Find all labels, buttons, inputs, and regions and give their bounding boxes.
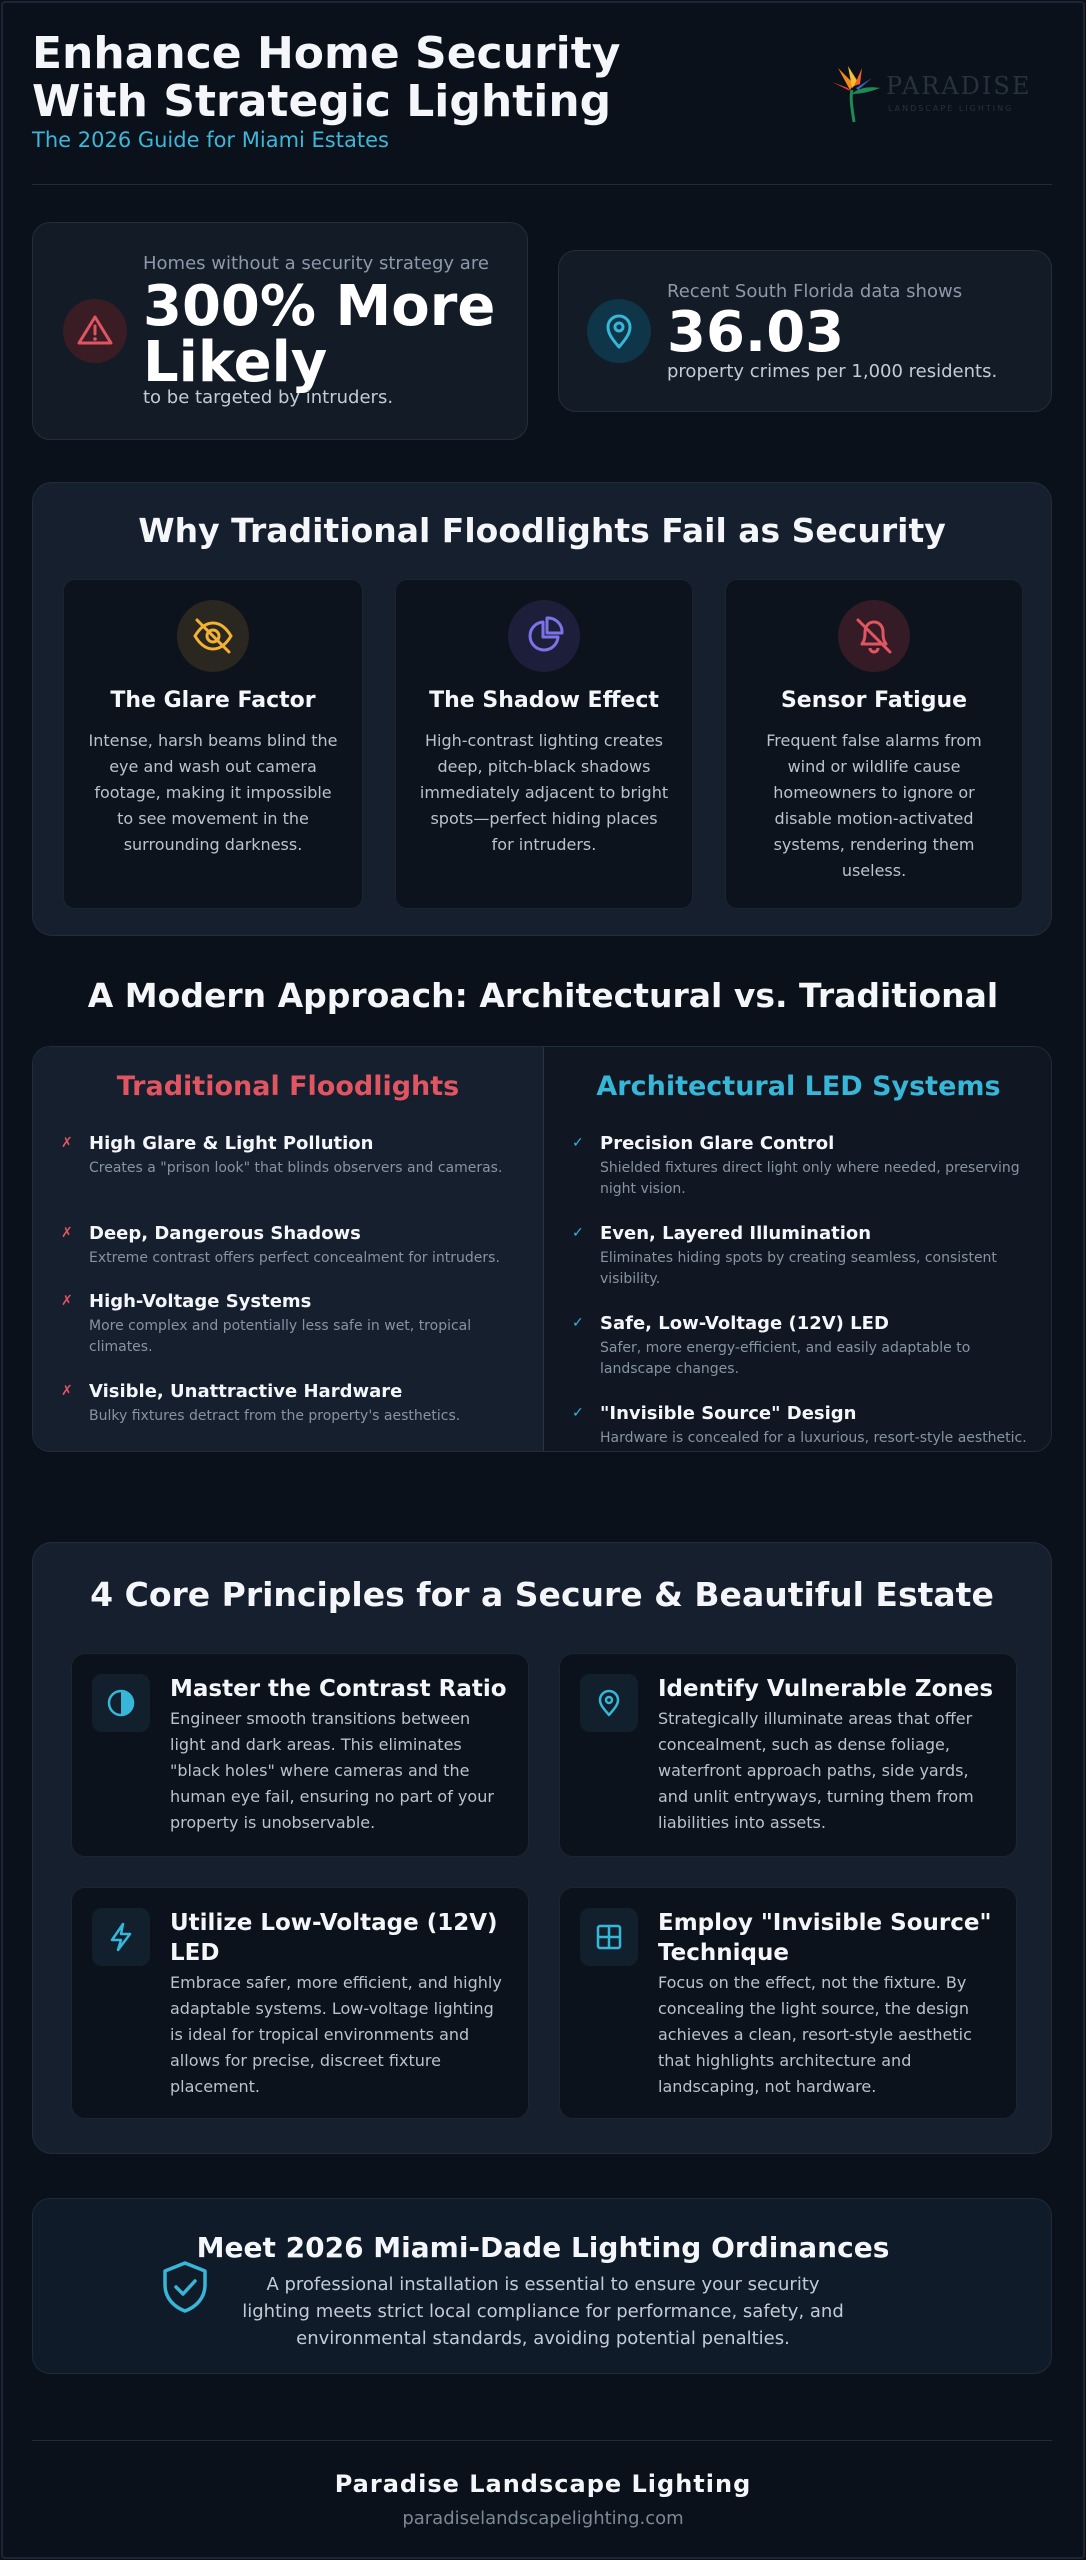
list-item-title: Precision Glare Control bbox=[600, 1133, 835, 1154]
fail-card-text: High-contrast lighting creates deep, pitch-black shadows immediately adjacent to bright spots—perfect hiding places for intruders. bbox=[419, 731, 669, 854]
ordinance-text: A professional installation is essential to ensure your security lighting meets strict local compliance for performance, safety, and environmental standards, avoiding potential penalties. bbox=[242, 2274, 844, 2349]
principle-icon-badge bbox=[580, 1674, 638, 1732]
fail-icon-badge bbox=[508, 600, 580, 672]
shield-check-icon bbox=[155, 2257, 215, 2317]
principle-card bbox=[71, 1653, 529, 1857]
stat-value: 36.03 bbox=[667, 300, 845, 365]
list-item-title: High Glare & Light Pollution bbox=[89, 1133, 374, 1154]
grid-layout-icon bbox=[580, 1908, 638, 1966]
principle-card bbox=[71, 1887, 529, 2119]
list-item bbox=[61, 1133, 523, 1179]
fail-card-text: Intense, harsh beams blind the eye and wash out camera footage, making it impossible to see movement in the surrounding darkness. bbox=[88, 731, 338, 854]
principle-icon-badge bbox=[580, 1908, 638, 1966]
comparison-title: A Modern Approach: Architectural vs. Traditional bbox=[87, 976, 999, 1015]
header-divider bbox=[32, 184, 1052, 185]
list-item-title: High-Voltage Systems bbox=[89, 1291, 312, 1312]
principle-icon-badge bbox=[92, 1674, 150, 1732]
bell-off-icon bbox=[838, 600, 910, 672]
list-item-desc: More complex and potentially less safe in wet, tropical climates. bbox=[89, 1318, 472, 1355]
check-icon: ✓ bbox=[572, 1135, 584, 1151]
location-pin-icon bbox=[580, 1674, 638, 1732]
principle-text: Strategically illuminate areas that offer concealment, such as dense foliage, waterfront approach paths, side yards, and unlit entryways, turning them from liabilities into assets. bbox=[658, 1709, 974, 1832]
list-item bbox=[572, 1313, 1033, 1380]
lightning-bolt-icon bbox=[92, 1908, 150, 1966]
list-item-desc: Hardware is concealed for a luxurious, resort-style aesthetic. bbox=[600, 1430, 1027, 1446]
list-item-title: Deep, Dangerous Shadows bbox=[89, 1223, 361, 1244]
list-item-desc: Extreme contrast offers perfect concealment for intruders. bbox=[89, 1250, 500, 1266]
fail-card-text: Frequent false alarms from wind or wildlife cause homeowners to ignore or disable motion-activated systems, rendering them useless. bbox=[766, 731, 982, 880]
list-item bbox=[61, 1381, 523, 1427]
principle-title: Utilize Low-Voltage (12V) LED bbox=[170, 1910, 498, 1966]
list-item-desc: Shielded fixtures direct light only where needed, preserving night vision. bbox=[600, 1160, 1020, 1197]
cross-icon: ✗ bbox=[61, 1135, 73, 1151]
footer-divider bbox=[32, 2440, 1052, 2441]
check-icon: ✓ bbox=[572, 1405, 584, 1421]
bird-of-paradise-icon bbox=[828, 64, 882, 124]
stat-icon-badge bbox=[63, 299, 127, 363]
architectural-heading: Architectural LED Systems bbox=[596, 1071, 1001, 1102]
principle-text: Embrace safer, more efficient, and highly adaptable systems. Low-voltage lighting is ideal for tropical environments and allows for precise, discreet fixture placement. bbox=[170, 1973, 502, 2096]
logo-name: PARADISE bbox=[886, 72, 1032, 100]
footer-company-name: Paradise Landscape Lighting bbox=[334, 2470, 752, 2498]
check-icon: ✓ bbox=[572, 1315, 584, 1331]
architectural-column bbox=[543, 1047, 1052, 1451]
principle-card bbox=[559, 1653, 1017, 1857]
traditional-column bbox=[33, 1047, 543, 1451]
list-item bbox=[572, 1133, 1033, 1200]
traditional-heading: Traditional Floodlights bbox=[116, 1071, 460, 1102]
list-item bbox=[572, 1223, 1033, 1290]
ordinance-title: Meet 2026 Miami-Dade Lighting Ordinances bbox=[196, 2231, 890, 2264]
stat-value: 300% More Likely bbox=[143, 274, 496, 395]
contrast-icon bbox=[92, 1674, 150, 1732]
ordinance-banner bbox=[32, 2198, 1052, 2374]
principle-card bbox=[559, 1887, 1017, 2119]
cross-icon: ✗ bbox=[61, 1225, 73, 1241]
fail-card-title: The Glare Factor bbox=[110, 688, 316, 713]
warning-triangle-icon bbox=[63, 299, 127, 363]
list-item-title: Visible, Unattractive Hardware bbox=[89, 1381, 403, 1402]
principle-title: Employ "Invisible Source" Technique bbox=[658, 1910, 992, 1966]
check-icon: ✓ bbox=[572, 1225, 584, 1241]
list-item-title: Safe, Low-Voltage (12V) LED bbox=[600, 1313, 889, 1334]
fail-icon-badge bbox=[177, 600, 249, 672]
pie-chart-icon bbox=[508, 600, 580, 672]
fail-card-glare bbox=[63, 579, 363, 909]
list-item bbox=[572, 1403, 1033, 1449]
list-item bbox=[61, 1291, 523, 1358]
principle-text: Engineer smooth transitions between light and dark areas. This eliminates "black holes" where cameras and the human eye fail, ensuring no part of your property is unobservable. bbox=[170, 1709, 494, 1832]
principles-section bbox=[32, 1542, 1052, 2154]
list-item-desc: Bulky fixtures detract from the property's aesthetics. bbox=[89, 1408, 461, 1424]
principle-title: Identify Vulnerable Zones bbox=[658, 1676, 994, 1702]
stat-card-risk bbox=[32, 222, 528, 440]
page-title: Enhance Home Security With Strategic Lighting bbox=[32, 28, 621, 127]
eye-off-icon bbox=[177, 600, 249, 672]
why-fail-section bbox=[32, 482, 1052, 936]
fail-card-shadow bbox=[395, 579, 693, 909]
section-title: 4 Core Principles for a Secure & Beautiful Estate bbox=[90, 1575, 994, 1614]
list-item-desc: Safer, more energy-efficient, and easily adaptable to landscape changes. bbox=[600, 1340, 971, 1377]
principle-title: Master the Contrast Ratio bbox=[170, 1676, 507, 1702]
list-item-desc: Creates a "prison look" that blinds observers and cameras. bbox=[89, 1160, 503, 1176]
map-pin-icon bbox=[587, 299, 651, 363]
principle-text: Focus on the effect, not the fixture. By concealing the light source, the design achieves a clean, resort-style aesthetic that highlights architecture and landscaping, not hardware. bbox=[658, 1973, 972, 2096]
section-title: Why Traditional Floodlights Fail as Security bbox=[138, 511, 946, 550]
principle-icon-badge bbox=[92, 1908, 150, 1966]
logo-tagline: LANDSCAPE LIGHTING bbox=[888, 104, 1014, 113]
stat-pre-text: Homes without a security strategy are bbox=[143, 253, 489, 274]
fail-card-sensor bbox=[725, 579, 1023, 909]
cross-icon: ✗ bbox=[61, 1383, 73, 1399]
stat-card-crime bbox=[558, 250, 1052, 412]
footer-website-link[interactable]: paradiselandscapelighting.com bbox=[402, 2508, 684, 2529]
comparison-table bbox=[32, 1046, 1052, 1452]
fail-card-title: The Shadow Effect bbox=[429, 688, 659, 713]
fail-card-title: Sensor Fatigue bbox=[780, 688, 968, 713]
stat-pre-text: Recent South Florida data shows bbox=[667, 281, 963, 302]
page-subtitle: The 2026 Guide for Miami Estates bbox=[32, 128, 389, 152]
brand-logo bbox=[828, 64, 1058, 124]
cross-icon: ✗ bbox=[61, 1293, 73, 1309]
stat-icon-badge bbox=[587, 299, 651, 363]
list-item-title: "Invisible Source" Design bbox=[600, 1403, 857, 1424]
stat-post-text: to be targeted by intruders. bbox=[143, 387, 394, 408]
list-item-title: Even, Layered Illumination bbox=[600, 1223, 872, 1244]
list-item-desc: Eliminates hiding spots by creating seamless, consistent visibility. bbox=[600, 1250, 997, 1287]
list-item bbox=[61, 1223, 523, 1269]
fail-icon-badge bbox=[838, 600, 910, 672]
stat-post-text: property crimes per 1,000 residents. bbox=[667, 361, 998, 382]
